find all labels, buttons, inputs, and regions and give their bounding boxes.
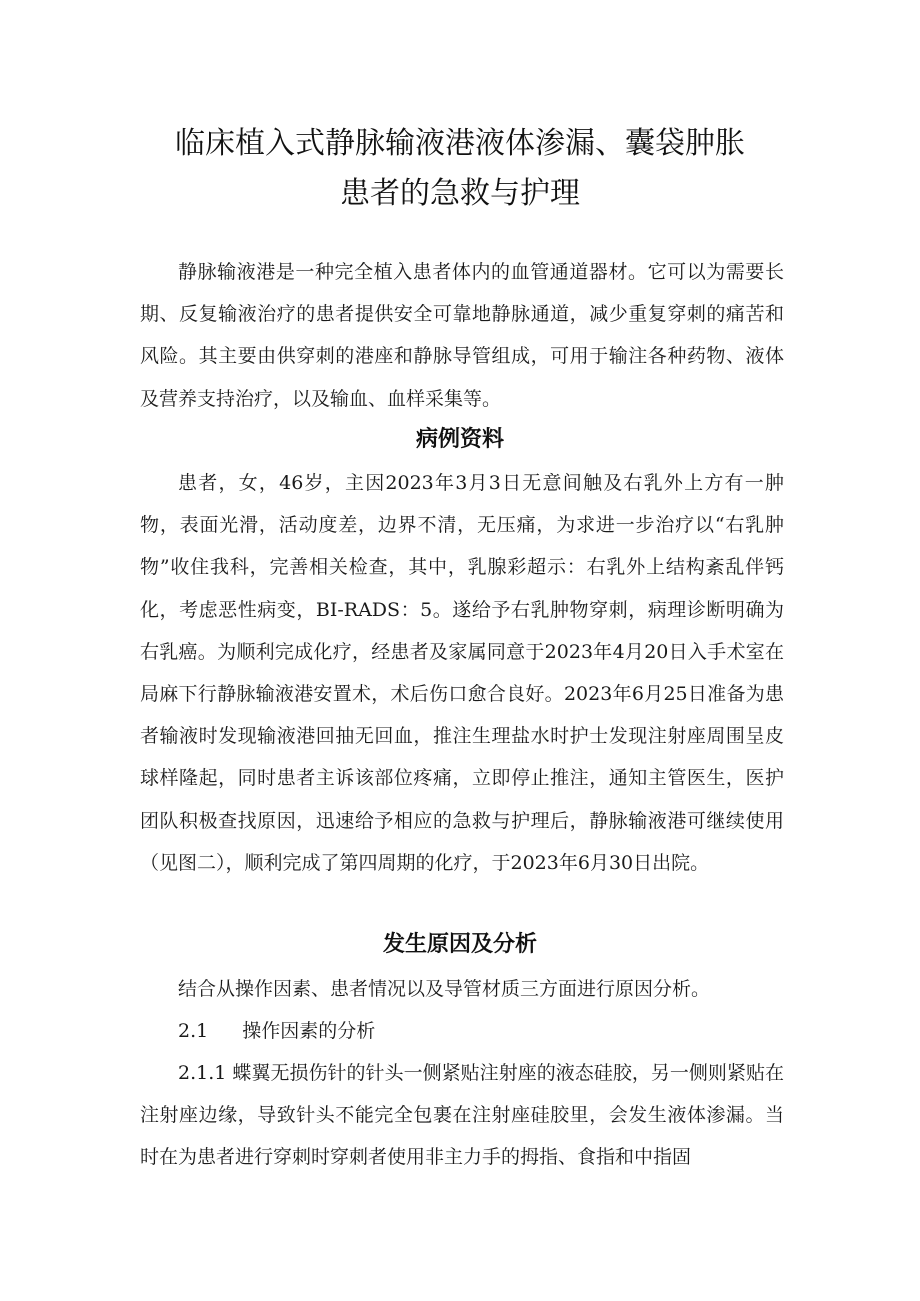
subsection-2-1-1-text: 蝶翼无损伤针的针头一侧紧贴注射座的液态硅胶，另一侧则紧贴在注射座边缘，导致针头不能完全包裹在注射座硅胶里，会发生液体渗漏。当时在为患者进行穿刺时穿刺者使用非主力手的拇指、食指和中指固	[140, 1062, 784, 1169]
case-heading: 病例资料	[415, 427, 504, 452]
cause-intro-paragraph: 结合从操作因素、患者情况以及导管材质三方面进行原因分析。	[178, 978, 711, 1000]
case-paragraph: 患者，女，46岁，主因2023年3月3日无意间触及右乳外上方有一肿物，表面光滑，活动度差，边界不清，无压痛，为求进一步治疗以“右乳肿物”收住我科，完善相关检查，其中，乳腺彩超示：右乳外上结构紊乱伴钙化，考虑恶性病变，BI-RADS：5。遂给予右乳肿物穿刺，病理诊断明确为右乳癌。为顺利完成化疗，经患者及家属同意于2023年4月20日入手术室在局麻下行静脉输液港安置术，术后伤口愈合良好。2023年6月25日准备为患者输液时发现输液港回抽无回血，推注生理盐水时护士发现注射座周围呈皮球样隆起，同时患者主诉该部位疼痛，立即停止推注，通知主管医生，医护团队积极查找原因，迅速给予相应的急救与护理后，静脉输液港可继续使用（见图二），顺利完成了第四周期的化疗，于2023年6月30日出院。	[140, 472, 784, 874]
subsection-2-1-number: 2.1	[178, 1020, 209, 1042]
intro-paragraph: 静脉输液港是一种完全植入患者体内的血管通道器材。它可以为需要长期、反复输液治疗的患者提供安全可靠地静脉通道，减少重复穿刺的痛苦和风险。其主要由供穿刺的港座和静脉导管组成，可用于输注各种药物、液体及营养支持治疗，以及输血、血样采集等。	[140, 261, 784, 410]
subsection-2-1-title: 操作因素的分析	[242, 1020, 376, 1042]
document-title-line-2: 患者的急救与护理	[340, 176, 580, 211]
subsection-2-1	[140, 1010, 784, 1052]
document-title-line-1: 临床植入式静脉输液港液体渗漏、囊袋肿胀	[175, 126, 745, 161]
subsection-2-1-1	[140, 1052, 784, 1179]
subsection-2-1-1-number: 2.1.1	[178, 1062, 227, 1084]
cause-heading: 发生原因及分析	[382, 932, 537, 957]
